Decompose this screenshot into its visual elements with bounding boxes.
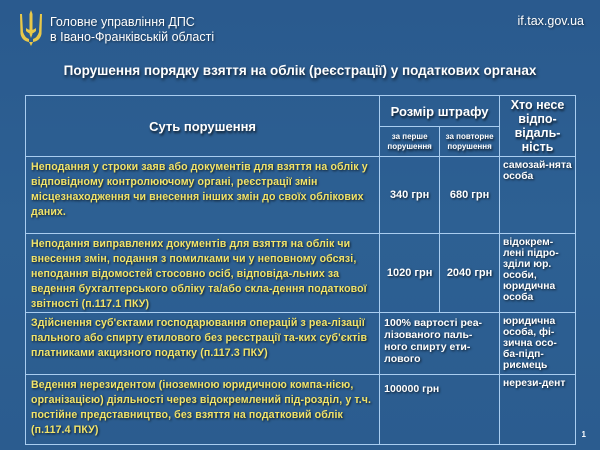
- fine-repeat: 2040 грн: [440, 234, 500, 313]
- org-line-1: Головне управління ДПС: [50, 15, 195, 29]
- responsible: самозай-нята особа: [500, 157, 576, 234]
- table-row: [26, 234, 576, 313]
- table-row: [26, 157, 576, 234]
- violation-text: Неподання у строки заяв або документів для взяття на облік у відповідному контролюючому органі, реєстрації змін місцезнаходження чи внесення інших змін до своїх облікових даних.: [26, 157, 380, 234]
- org-line-2: в Івано-Франківській області: [50, 30, 215, 44]
- table-row: [26, 313, 576, 375]
- fine-combined: 100% вартості реа-лізованого паль-ного спирту ети-лового: [380, 313, 500, 375]
- trident-icon: [17, 8, 45, 48]
- header-essence: Суть порушення: [26, 96, 380, 157]
- header-fine-repeat: за повторне порушення: [440, 127, 500, 157]
- table-row: [26, 375, 576, 445]
- fine-first: 1020 грн: [380, 234, 440, 313]
- fine-first: 340 грн: [380, 157, 440, 234]
- site-link[interactable]: if.tax.gov.ua: [517, 14, 584, 28]
- fine-repeat: 680 грн: [440, 157, 500, 234]
- organization-name: [50, 15, 214, 45]
- page-number: 1: [581, 430, 586, 439]
- header-fine-first: за перше порушення: [380, 127, 440, 157]
- violation-text: Здійснення суб'єктами господарювання операцій з реа-лізації пального або спирту етилового без реєстрації та-ких суб'єктів платниками акцизного податку (п.117.3 ПКУ): [26, 313, 380, 375]
- fine-combined: 100000 грн: [380, 375, 500, 445]
- violation-text: Ведення нерезидентом (іноземною юридичною компа-нією, організацією) діяльності через відокремлений під-розділ, у т.ч. постійне представництво, без взяття на податковий облік (п.117.4 ПКУ): [26, 375, 380, 445]
- violation-text: Неподання виправлених документів для взяття на облік чи внесення змін, подання з помилками чи у неповному обсязі, неподання відомостей стосовно осіб, відповіда-льних за ведення бухгалтерського обліку та/або скла-дення податкової звітності (п.117.1 ПКУ): [26, 234, 380, 313]
- header-fine: Розмір штрафу: [380, 96, 500, 127]
- violations-table: [25, 95, 576, 445]
- header: [0, 0, 600, 55]
- page-title: Порушення порядку взяття на облік (реєстрації) у податкових органах: [63, 63, 537, 78]
- header-responsible: Хто несе відпо-відаль-ність: [500, 96, 576, 157]
- responsible: відокрем-лені підро-зділи юр. особи, юридична особа: [500, 234, 576, 313]
- responsible: нерези-дент: [500, 375, 576, 445]
- responsible: юридична особа, фі-зична осо-ба-підп-риємець: [500, 313, 576, 375]
